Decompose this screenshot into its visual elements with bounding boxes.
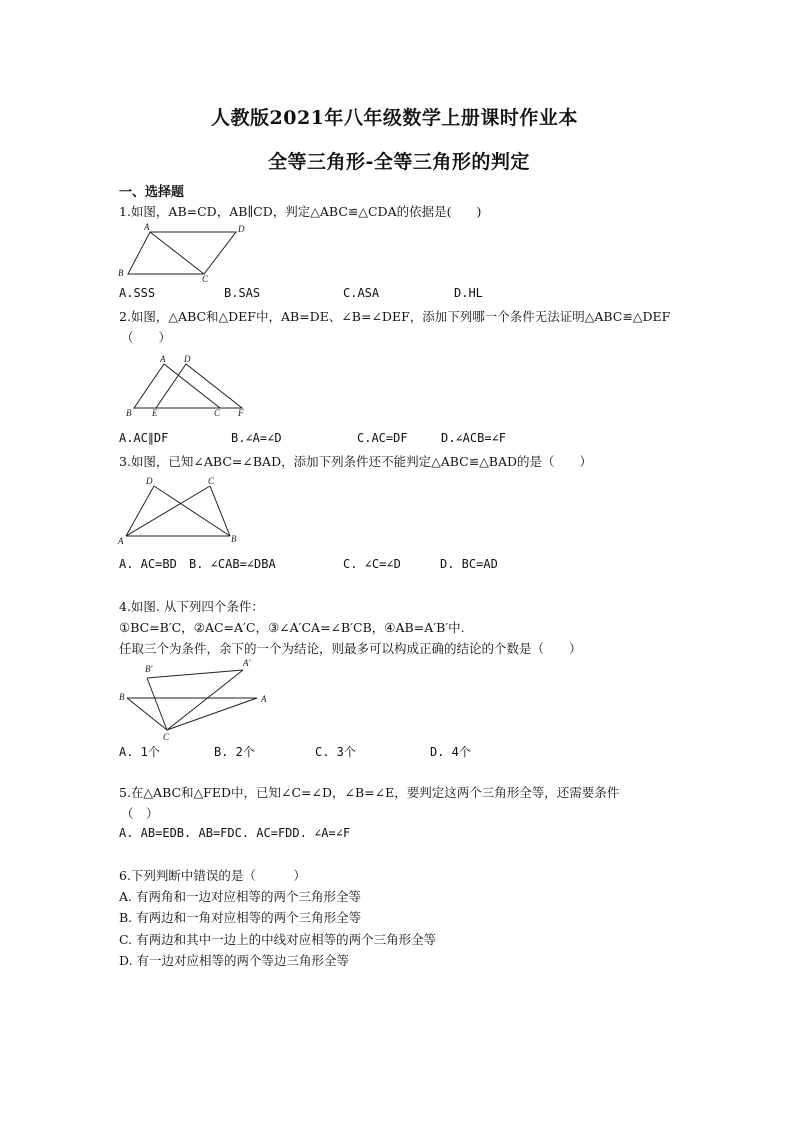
q4-seg-bprime-aprime <box>147 670 243 678</box>
q2-option-d[interactable]: D.∠ACB=∠F <box>441 431 507 445</box>
q3-option-c[interactable]: C. ∠C=∠D <box>343 557 401 571</box>
q1-option-b[interactable]: B.SAS <box>224 286 261 300</box>
section-heading: 一、选择题 <box>119 185 185 200</box>
q4-figure <box>117 658 277 740</box>
q1-option-d[interactable]: D.HL <box>454 286 483 300</box>
q6-option-b[interactable]: B. 有两边和一角对应相等的两个三角形全等 <box>119 910 362 925</box>
q4-option-c[interactable]: C. 3个 <box>315 745 356 759</box>
q4-label-aprime: A′ <box>243 658 251 668</box>
q2-label-b: B <box>126 408 132 418</box>
q2-paren: （ ） <box>121 330 172 345</box>
q4-label-a: A <box>261 694 267 704</box>
q3-figure <box>118 474 248 544</box>
q2-label-e: E <box>152 408 158 418</box>
q3-stem: 3.如图，已知∠ABC=∠BAD，添加下列条件还不能判定△ABC≌△BAD的是（ ） <box>119 454 593 469</box>
q1-figure <box>118 222 248 284</box>
q3-side-bc <box>210 486 230 536</box>
q3-side-bd <box>154 486 230 536</box>
q2-label-f: F <box>238 408 244 418</box>
q1-label-d: D <box>238 224 245 234</box>
q4-label-c: C <box>163 732 170 742</box>
q6-option-a[interactable]: A. 有两角和一边对应相等的两个三角形全等 <box>119 889 361 904</box>
q1-option-c[interactable]: C.ASA <box>343 286 380 300</box>
doc-subtitle: 全等三角形-全等三角形的判定 <box>268 151 530 173</box>
q1-diagonal-ac <box>150 232 204 274</box>
q2-option-c[interactable]: C.AC=DF <box>357 431 408 445</box>
q2-stem: 2.如图，△ABC和△DEF中，AB=DE、∠B=∠DEF，添加下列哪一个条件无法证明△ABC≌△DEF <box>119 309 671 324</box>
q4-stem: 4.如图. 从下列四个条件： <box>119 599 264 614</box>
doc-title: 人教版2021年八年级数学上册课时作业本 <box>211 107 578 129</box>
q2-option-a[interactable]: A.AC∥DF <box>119 431 169 445</box>
q1-stem: 1.如图，AB=CD，AB∥CD，判定△ABC≌△CDA的依据是( ) <box>119 204 482 219</box>
q3-option-d[interactable]: D. BC=AD <box>440 557 498 571</box>
q2-triangle-abc <box>134 364 220 408</box>
q2-label-a: A <box>160 354 166 364</box>
q4-label-b: B <box>119 692 125 702</box>
q1-label-c: C <box>202 274 209 284</box>
q6-option-d[interactable]: D. 有一边对应相等的两个等边三角形全等 <box>119 953 350 968</box>
q3-label-a: A <box>118 536 124 546</box>
q4-seg-ca <box>167 698 257 730</box>
q4-seg-c-aprime <box>167 670 243 730</box>
q2-option-b[interactable]: B.∠A=∠D <box>231 431 282 445</box>
q3-option-a[interactable]: A. AC=BD <box>119 557 177 571</box>
q5-stem: 5.在△ABC和△FED中，已知∠C=∠D，∠B=∠E，要判定这两个三角形全等，还需要条件 <box>119 785 620 800</box>
q3-option-b[interactable]: B. ∠CAB=∠DBA <box>189 557 276 571</box>
q3-label-d: D <box>146 476 153 486</box>
q3-label-b: B <box>231 534 237 544</box>
q1-label-a: A <box>144 222 150 232</box>
q1-label-b: B <box>118 268 124 278</box>
q6-option-c[interactable]: C. 有两边和其中一边上的中线对应相等的两个三角形全等 <box>119 932 437 947</box>
q3-side-ad <box>126 486 154 536</box>
q6-stem: 6.下列判断中错误的是（ ） <box>119 868 306 883</box>
q4-label-bprime: B′ <box>145 664 153 674</box>
q2-triangle-def <box>156 364 242 408</box>
q2-figure <box>124 352 264 418</box>
q3-label-c: C <box>208 476 215 486</box>
q4-conditions: ①BC=B′C，②AC=A′C，③∠A′CA=∠B′CB，④AB=A′B′中. <box>119 620 465 635</box>
q4-option-b[interactable]: B. 2个 <box>214 745 255 759</box>
q1-parallelogram <box>128 232 236 274</box>
q5-options[interactable]: A. AB=EDB. AB=FDC. AC=FDD. ∠A=∠F <box>119 826 351 840</box>
q4-ask: 任取三个为条件，余下的一个为结论，则最多可以构成正确的结论的个数是（ ） <box>119 641 582 656</box>
q2-label-c: C <box>214 408 221 418</box>
q4-option-d[interactable]: D. 4个 <box>430 745 471 759</box>
q2-label-d: D <box>184 354 191 364</box>
q5-paren: （ ） <box>121 806 159 821</box>
q1-option-a[interactable]: A.SSS <box>119 286 156 300</box>
q4-option-a[interactable]: A. 1个 <box>119 745 160 759</box>
q3-side-ac <box>126 486 210 536</box>
